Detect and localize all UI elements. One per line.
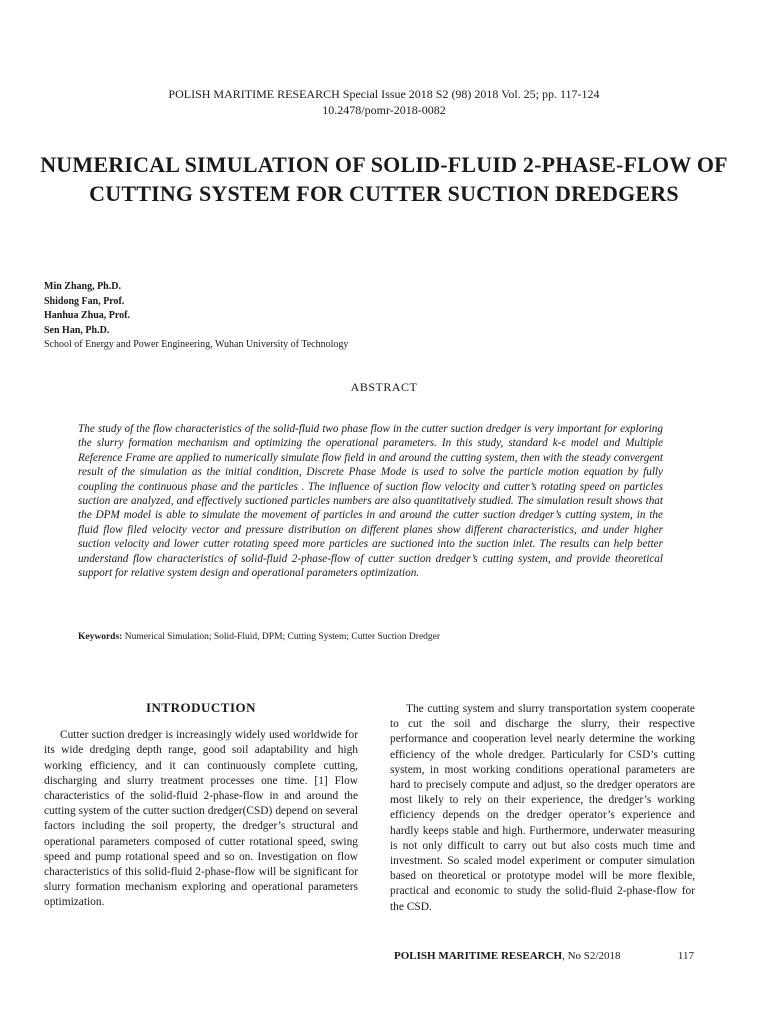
author-name: Min Zhang, Ph.D. xyxy=(44,281,121,292)
doi: 10.2478/pomr-2018-0082 xyxy=(322,103,446,117)
author-name: Shidong Fan, Prof. xyxy=(44,295,125,307)
page-number: 117 xyxy=(677,950,694,962)
journal-citation-line xyxy=(0,86,768,102)
abstract-body: The study of the flow characteristics of the solid-fluid two phase flow in the cutter suction dredger is very important for exploring the slurry formation mechanism and optimizing the operational parameters. In this study, standard k-ε model and Multiple Reference Frame are applied to numerically simulate flow field in and around the cutting system, then with the steady convergent result of the simulation as the initial condition, Discrete Phase Mode is used to solve the particle motion equation by fully coupling the continuous phase and the particles . The influence of suction flow velocity and cutter’s rotating speed on particles suction are analyzed, and effectively suctioned particles numbers are also quantitatively studied. The simulation result shows that the DPM model is able to simulate the movement of particles in and around the cutter suction dredger’s cutting system, in the fluid flow filed velocity vector and pressure distribution on different planes show different characteristics, and under higher suction velocity and lower cutter rotating speed more particles are suctioned into the suction inlet. The results can help better understand flow characteristics of solid-fluid 2-phase-flow of cutter suction dredger’s cutting system, and provide theoretical support for relative system design and operational parameters optimization. xyxy=(78,423,663,580)
keywords-text: Numerical Simulation; Solid-Fluid, DPM; Cutting System; Cutter Suction Dredger xyxy=(122,632,441,642)
paper-title: NUMERICAL SIMULATION OF SOLID-FLUID 2-PHASE-FLOW OF CUTTING SYSTEM FOR CUTTER SUCTION DREDGERS xyxy=(40,152,728,206)
introduction-paragraph-1: Cutter suction dredger is increasingly widely used worldwide for its wide dredging depth range, good soil adaptability and high working efficiency, and it can continuously complete cutting, discharging and slurry treatment processes one time. [1] Flow characteristics of the solid-fluid 2-phase-flow in and around the cutting system of the cutter suction dredger(CSD) depend on several factors including the soil property, the dredger’s structural and operational parameters composed of cutter rotational speed, swing speed and pump rotational speed and so on. Investigation on flow characteristics of this solid-fluid 2-phase-flow will be significant for slurry formation mechanism exploring and operational parameters optimization. xyxy=(44,729,358,909)
journal-name: POLISH MARITIME RESEARCH xyxy=(168,87,340,101)
footer-journal-name: POLISH MARITIME RESEARCH xyxy=(394,950,563,962)
left-column xyxy=(44,700,358,911)
running-header xyxy=(0,86,768,118)
introduction-paragraph-2: The cutting system and slurry transportation system cooperate to cut the soil and discharge the slurry, their respective performance and cooperation level nearly determine the working efficiency of the whole dredger. Particularly for CSD’s cutting system, in most working conditions operational parameters are hard to precisely compute and adjust, so the dredger operators are most likely to rely on their experience, the dredger’s working efficiency depends on the dredger operator’s experience and hardly keeps stable and high. Furthermore, underwater measuring is not only difficult to carry out but also costs much time and investment. So scaled model experiment or computer simulation based on theoretical or prototype model will be more flexible, practical and economic to study the solid-fluid 2-phase-flow for the CSD. xyxy=(390,703,695,913)
affiliation: School of Energy and Power Engineering, Wuhan University of Technology xyxy=(44,339,349,350)
abstract-heading: ABSTRACT xyxy=(350,380,418,394)
right-column xyxy=(390,702,695,915)
issue-info: Special Issue 2018 S2 (98) 2018 Vol. 25; pp. 117-124 xyxy=(339,87,600,101)
author-name: Sen Han, Ph.D. xyxy=(44,324,110,336)
author-block xyxy=(44,280,644,353)
page-footer xyxy=(394,950,694,962)
keywords xyxy=(78,631,678,643)
author-name: Hanhua Zhua, Prof. xyxy=(44,310,130,321)
introduction-heading: INTRODUCTION xyxy=(145,700,256,715)
footer-issue: , No S2/2018 xyxy=(562,950,621,962)
keywords-label: Keywords: xyxy=(78,632,123,642)
